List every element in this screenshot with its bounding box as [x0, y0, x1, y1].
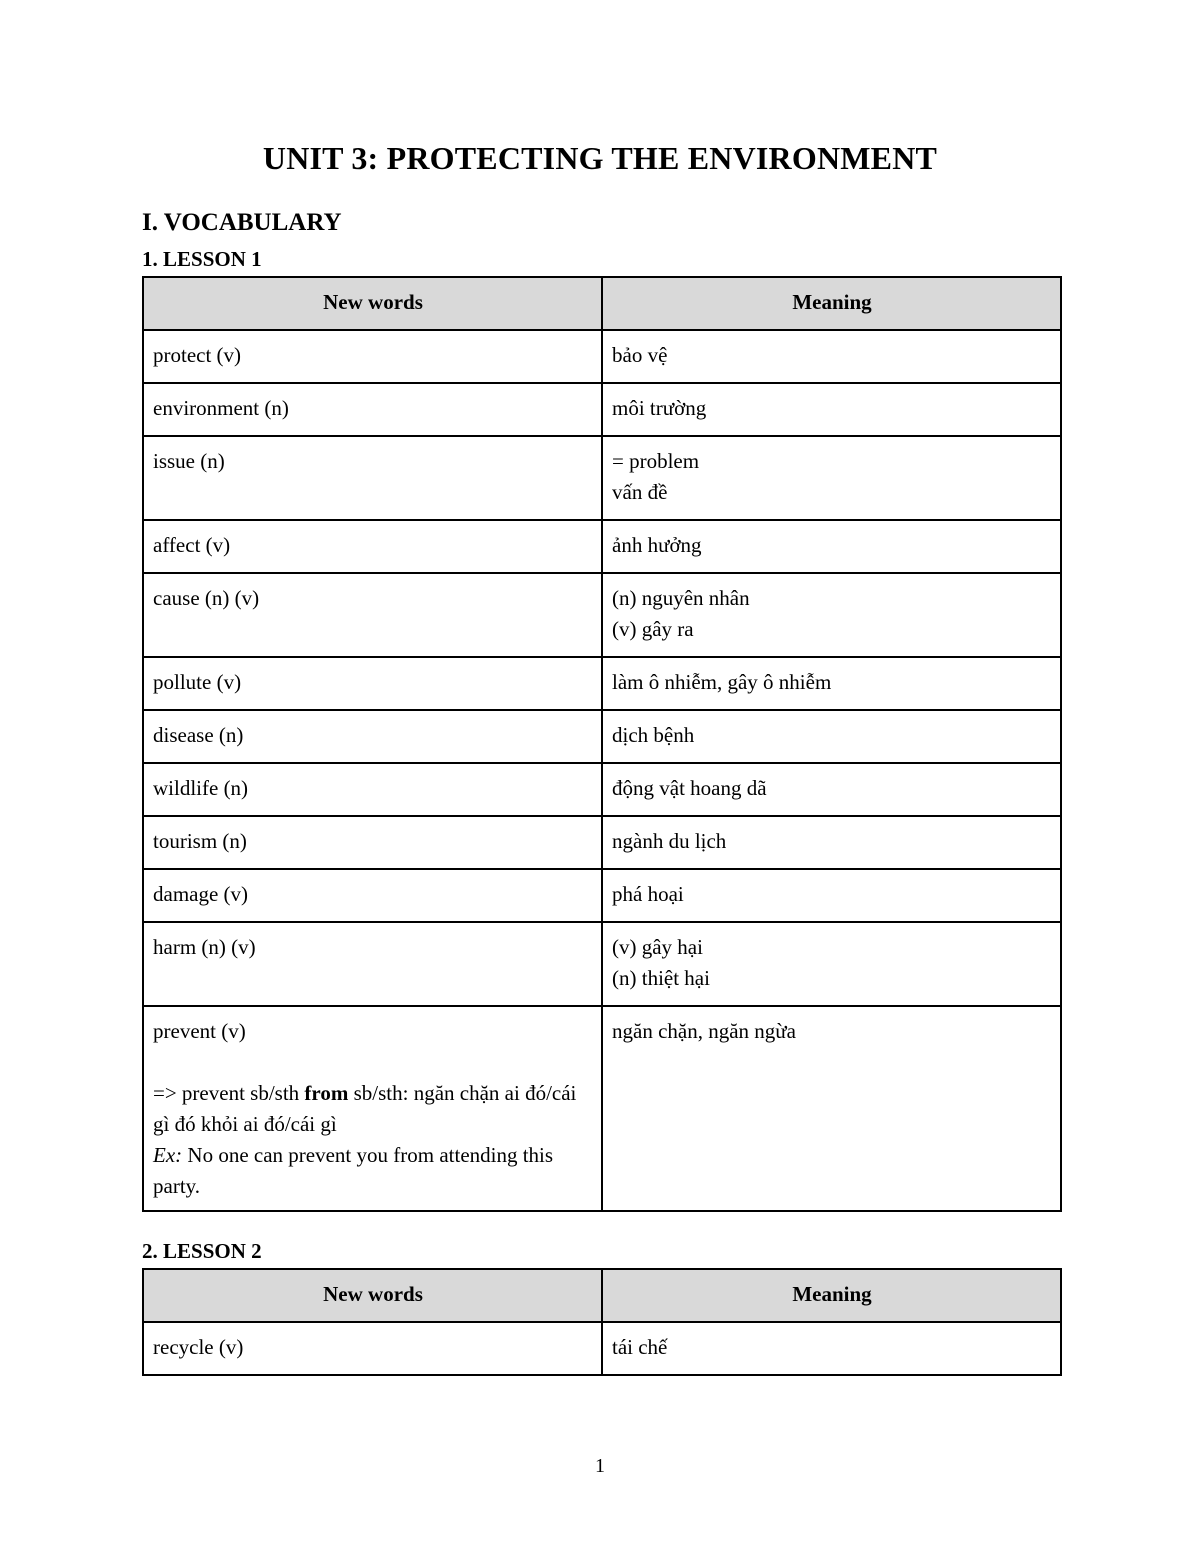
word-cell — [143, 816, 602, 869]
meaning-cell — [602, 869, 1061, 922]
table-row — [143, 436, 1061, 520]
meaning-cell — [602, 383, 1061, 436]
word-cell — [143, 1006, 602, 1211]
word-cell — [143, 869, 602, 922]
word-text: protect (v) — [153, 343, 242, 367]
meaning-cell — [602, 520, 1061, 573]
meaning-cell — [602, 763, 1061, 816]
word-cell — [143, 436, 602, 520]
word-text: harm (n) (v) — [153, 935, 256, 959]
meaning-text: dịch bệnh — [612, 723, 695, 747]
word-text: wildlife (n) — [153, 776, 249, 800]
word-text: pollute (v) — [153, 670, 242, 694]
table-row — [143, 657, 1061, 710]
meaning-text: làm ô nhiễm, gây ô nhiễm — [612, 670, 832, 694]
meaning-text: vấn đề — [612, 480, 668, 504]
page-title: UNIT 3: PROTECTING THE ENVIRONMENT — [262, 140, 938, 176]
column-header-meaning: Meaning — [602, 277, 1061, 330]
meaning-cell — [602, 657, 1061, 710]
word-cell — [143, 573, 602, 657]
meaning-text: = problem — [612, 449, 700, 473]
table-row — [143, 1322, 1061, 1375]
lesson2-heading: 2. LESSON 2 — [142, 1239, 262, 1263]
word-cell — [143, 922, 602, 1006]
meaning-text: (v) gây ra — [612, 617, 694, 641]
word-text: disease (n) — [153, 723, 244, 747]
meaning-text: môi trường — [612, 396, 707, 420]
meaning-text: (n) nguyên nhân — [612, 586, 750, 610]
word-cell — [143, 710, 602, 763]
table-row — [143, 520, 1061, 573]
section-heading: I. VOCABULARY — [142, 209, 342, 236]
table-row — [143, 763, 1061, 816]
example-text: No one can prevent you from attending this party. — [153, 1143, 554, 1198]
pattern-keyword: from — [304, 1081, 349, 1105]
meaning-text: ngăn chặn, ngăn ngừa — [612, 1019, 796, 1043]
meaning-cell — [602, 436, 1061, 520]
table-row — [143, 816, 1061, 869]
lesson2-table-body — [143, 1322, 1061, 1375]
table-row — [143, 869, 1061, 922]
meaning-text: (n) thiệt hại — [612, 966, 710, 990]
meaning-text: động vật hoang dã — [612, 776, 767, 800]
table-header-row — [143, 277, 1061, 330]
example-label: Ex: — [153, 1143, 183, 1167]
meaning-cell — [602, 1322, 1061, 1375]
example-sentence — [153, 1140, 593, 1202]
word-text: affect (v) — [153, 533, 231, 557]
meaning-cell — [602, 816, 1061, 869]
table-row — [143, 1006, 1061, 1211]
meaning-text: phá hoại — [612, 882, 684, 906]
meaning-text: ngành du lịch — [612, 829, 727, 853]
word-text: tourism (n) — [153, 829, 247, 853]
page-number: 1 — [595, 1455, 605, 1477]
word-text: environment (n) — [153, 396, 289, 420]
word-cell — [143, 763, 602, 816]
meaning-text: bảo vệ — [612, 343, 668, 367]
column-header-new-words: New words — [143, 1269, 602, 1322]
word-cell — [143, 657, 602, 710]
lesson1-table-body — [143, 330, 1061, 1211]
word-text: cause (n) (v) — [153, 586, 260, 610]
table-row — [143, 710, 1061, 763]
column-header-meaning: Meaning — [602, 1269, 1061, 1322]
usage-pattern — [153, 1078, 593, 1140]
lesson1-vocab-table — [142, 276, 1062, 1212]
word-text: prevent (v) — [153, 1019, 246, 1043]
lesson2-vocab-table — [142, 1268, 1062, 1376]
pattern-suffix: sb/sth: ngăn chặn ai đó/cái gì đó khỏi ai đó/cái gì — [153, 1081, 577, 1136]
table-row — [143, 573, 1061, 657]
meaning-cell — [602, 710, 1061, 763]
pattern-prefix: => prevent sb/sth — [153, 1081, 305, 1105]
word-text: recycle (v) — [153, 1335, 244, 1359]
meaning-text: (v) gây hại — [612, 935, 703, 959]
lesson1-heading: 1. LESSON 1 — [142, 247, 262, 271]
table-row — [143, 922, 1061, 1006]
word-text: issue (n) — [153, 449, 225, 473]
column-header-new-words: New words — [143, 277, 602, 330]
table-row — [143, 330, 1061, 383]
word-text: damage (v) — [153, 882, 249, 906]
meaning-cell — [602, 922, 1061, 1006]
table-header-row — [143, 1269, 1061, 1322]
meaning-text: ảnh hưởng — [612, 533, 702, 557]
word-cell — [143, 330, 602, 383]
table-row — [143, 383, 1061, 436]
word-cell — [143, 520, 602, 573]
meaning-text: tái chế — [612, 1335, 668, 1359]
meaning-cell — [602, 1006, 1061, 1211]
meaning-cell — [602, 330, 1061, 383]
word-cell — [143, 383, 602, 436]
word-cell — [143, 1322, 602, 1375]
meaning-cell — [602, 573, 1061, 657]
